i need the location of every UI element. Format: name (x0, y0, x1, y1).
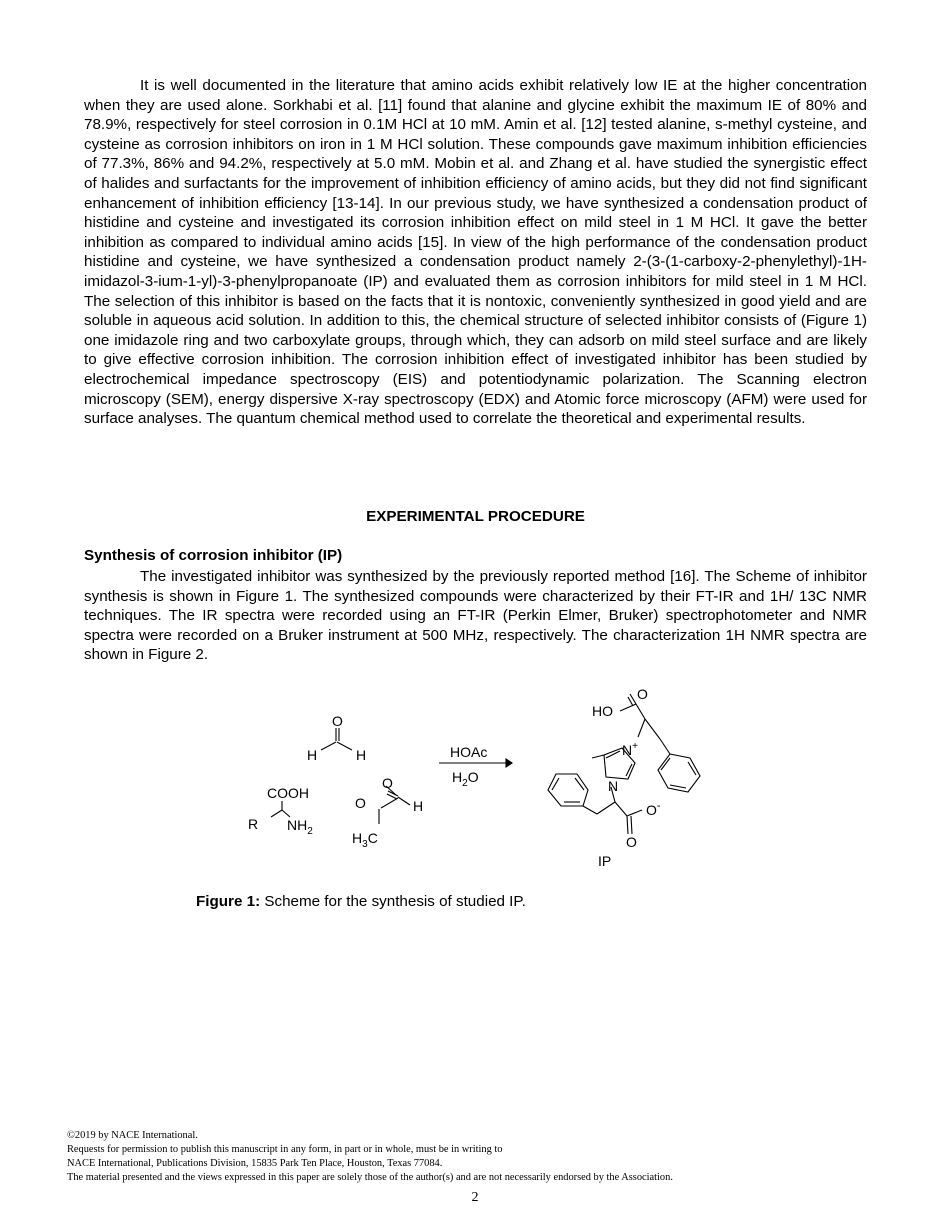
figure-caption (196, 893, 526, 910)
product-n: N (608, 778, 619, 794)
page-number: 2 (471, 1190, 479, 1205)
methylglyoxal-o-top: O (382, 775, 393, 791)
methylglyoxal-h: H (413, 798, 424, 814)
product-o-minus-o: O (646, 802, 657, 818)
copyright-footer (67, 1129, 673, 1185)
amino-acid-nh2-subscript: 2 (307, 826, 313, 837)
product-o-top: O (637, 686, 648, 702)
footer-permission: Requests for permission to publish this manuscript in any form, in part or in whole, must be in writing to (67, 1144, 503, 1155)
reagent-hoac: HOAc (450, 744, 488, 760)
intro-paragraph-text: It is well documented in the literature that amino acids exhibit relatively low IE at the higher concentration when they are used alone. Sorkhabi et al. [11] found that alanine and glycine exhibit the maximum IE of 80% and 78.9%, respectively for steel corrosion in 0.1M HCl at 10 mM. Amin et al. [12] tested alanine, s-methyl cysteine, and cysteine as corrosion inhibitors on iron in 1 M HCl solution. These compounds gave maximum inhibition efficiencies of 77.3%, 86% and 94.2%, respectively at 5.0 mM. Mobin et al. and Zhang et al. have studied the synergistic effect of halides and surfactants for the improvement of inhibition efficiency of amino acids, but they did not find significant enhancement of inhibition efficiency [13-14]. In our previous study, we have synthesized a condensation product of histidine and cysteine and investigated its corrosion inhibition effect on mild steel in 1 M HCl. It gave the better inhibition as compared to individual amino acids [15]. In view of the high performance of the condensation product histidine and cysteine, we have synthesized a condensation product namely 2-(3-(1-carboxy-2-phenylethyl)-1H-imidazol-3-ium-1-yl)-3-phenylpropanoate (IP) and evaluated them as corrosion inhibitors for mild steel in 1 M HCl. The selection of this inhibitor is based on the facts that it is nontoxic, conveniently synthesized in good yield and are soluble in aqueous acid solution. In addition to this, the chemical structure of selected inhibitor consists of (Figure 1) one imidazole ring and two carboxylate groups, through which, they can adsorb on mild steel surface and are likely to give effective corrosion inhibition. The corrosion inhibition effect of investigated inhibitor has been studied by electrochemical impedance spectroscopy (EIS) and potentiodynamic polarization. The Scanning electron microscopy (SEM), energy dispersive X-ray spectroscopy (EDX) and Atomic force microscopy (AFM) were used for surface analyses. The quantum chemical method used to correlate the theoretical and experimental results. (84, 77, 867, 428)
synthesis-paragraph-text: The investigated inhibitor was synthesized by the previously reported method [16]. The Scheme of inhibitor synthesis is shown in Figure 1. The synthesized compounds were characterized by their FT-IR and 1H/ 13C NMR techniques. The IR spectra were recorded using an FT-IR (Perkin Elmer, Bruker) spectrophotometer and NMR spectra were recorded on a Bruker instrument at 500 MHz, respectively. The characterization 1H NMR spectra are shown in Figure 2. (84, 568, 867, 664)
section-heading: EXPERIMENTAL PROCEDURE (366, 508, 585, 525)
methylglyoxal-h3c-subscript: 3 (362, 839, 368, 850)
amino-acid-cooh: COOH (267, 785, 309, 801)
amino-acid-nh2 (287, 817, 313, 837)
product-label: IP (598, 853, 612, 869)
formaldehyde-h-right: H (356, 747, 367, 763)
synthesis-scheme (240, 684, 720, 874)
reagent-water-o: O (467, 769, 479, 785)
footer-disclaimer: The material presented and the views expressed in this paper are solely those of the author(s) and are not necessarily endorsed by the Association. (67, 1172, 673, 1183)
product-n-plus-charge: + (632, 741, 638, 752)
methylglyoxal-h3c (352, 830, 378, 850)
methylglyoxal-h3c-h: H (352, 830, 363, 846)
product-o-minus (646, 800, 661, 818)
product-n-plus (622, 741, 638, 758)
reagent-water (452, 769, 479, 789)
amino-acid-nh: NH (287, 817, 308, 833)
figure-caption-text: Scheme for the synthesis of studied IP. (260, 893, 526, 910)
reagent-water-h: H (452, 769, 463, 785)
amino-acid-r: R (248, 816, 259, 832)
synthesis-paragraph (84, 567, 867, 665)
methylglyoxal-o-left: O (355, 795, 366, 811)
formaldehyde-o: O (332, 713, 343, 729)
methylglyoxal-h3c-c: C (367, 830, 378, 846)
footer-address: NACE International, Publications Division, 15835 Park Ten Place, Houston, Texas 77084. (67, 1158, 443, 1169)
intro-paragraph (84, 76, 867, 429)
product-ho: HO (592, 703, 613, 719)
footer-copyright: ©2019 by NACE International. (67, 1130, 198, 1141)
product-n-plus-n: N (622, 742, 633, 758)
reagent-water-subscript: 2 (462, 778, 468, 789)
subsection-heading: Synthesis of corrosion inhibitor (IP) (84, 547, 343, 564)
product-o-minus-charge: - (656, 800, 661, 812)
formaldehyde-h-left: H (307, 747, 318, 763)
figure-caption-label: Figure 1: (196, 893, 261, 910)
product-o-bottom: O (626, 834, 637, 850)
